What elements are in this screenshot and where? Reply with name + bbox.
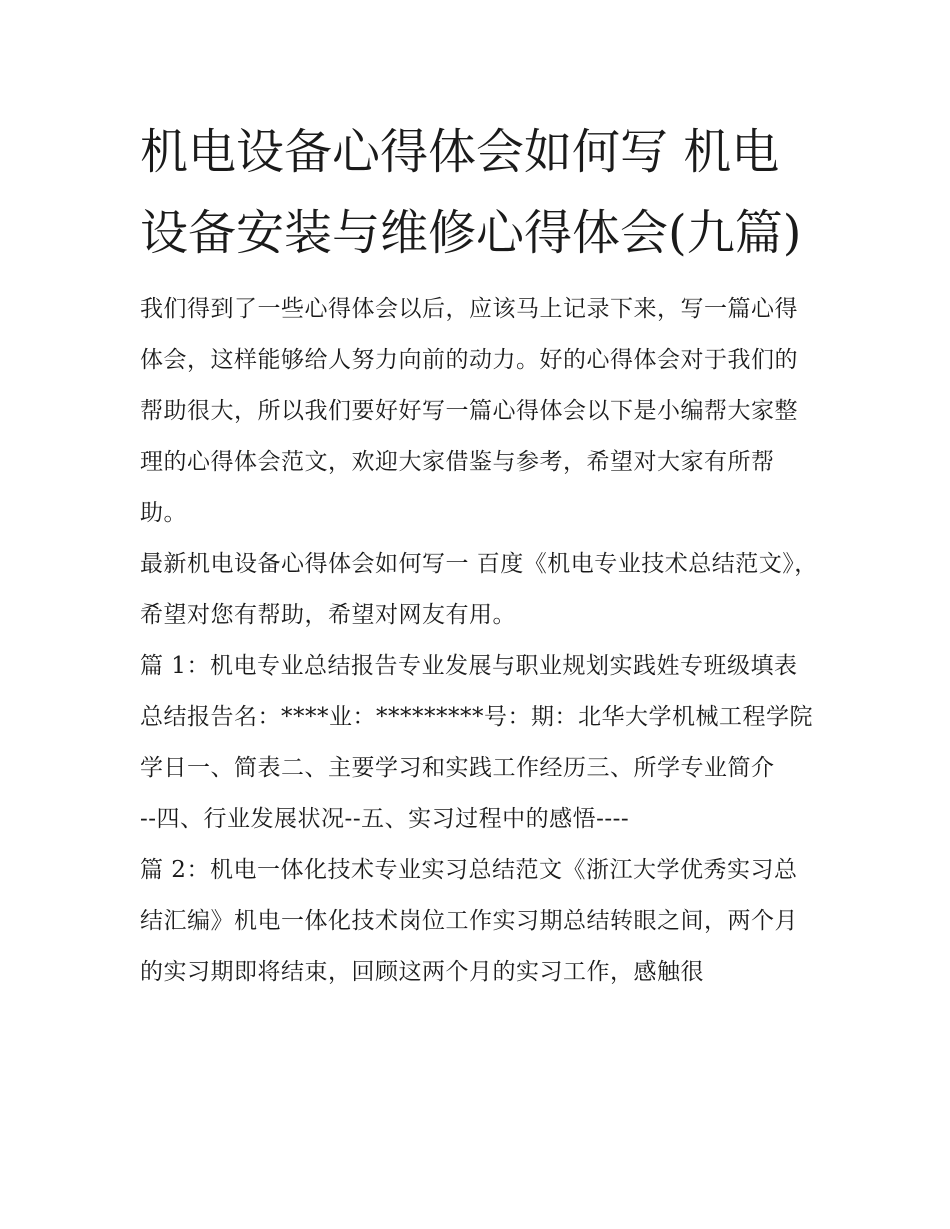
document-body (140, 284, 820, 998)
article-2-paragraph: 篇 2：机电一体化技术专业实习总结范文《浙江大学优秀实习总结汇编》机电一体化技术岗位工作实习期总结转眼之间，两个月的实习期即将结束，回顾这两个月的实习工作，感触很 (140, 857, 798, 985)
article-1-continued-paragraph: --四、行业发展状况--五、实习过程中的感悟---- (140, 806, 630, 832)
document-title: 机电设备心得体会如何写 机电设备安装与维修心得体会(九篇) (140, 124, 802, 261)
document-page (140, 112, 820, 998)
article-1-paragraph: 篇 1：机电专业总结报告专业发展与职业规划实践姓专班级填表总结报告名：****业：*********号：期：北华大学机械工程学院学日一、简表二、主要学习和实践工作经历三、所学专业简介 (140, 653, 813, 781)
baidu-reference-paragraph: 最新机电设备心得体会如何写一 百度《机电专业技术总结范文》，希望对您有帮助，希望对网友有用。 (140, 551, 818, 628)
intro-paragraph: 我们得到了一些心得体会以后，应该马上记录下来，写一篇心得体会，这样能够给人努力向前的动力。好的心得体会对于我们的帮助很大，所以我们要好好写一篇心得体会以下是小编帮大家整理的心得体会范文，欢迎大家借鉴与参考，希望对大家有所帮助。 (140, 296, 798, 526)
